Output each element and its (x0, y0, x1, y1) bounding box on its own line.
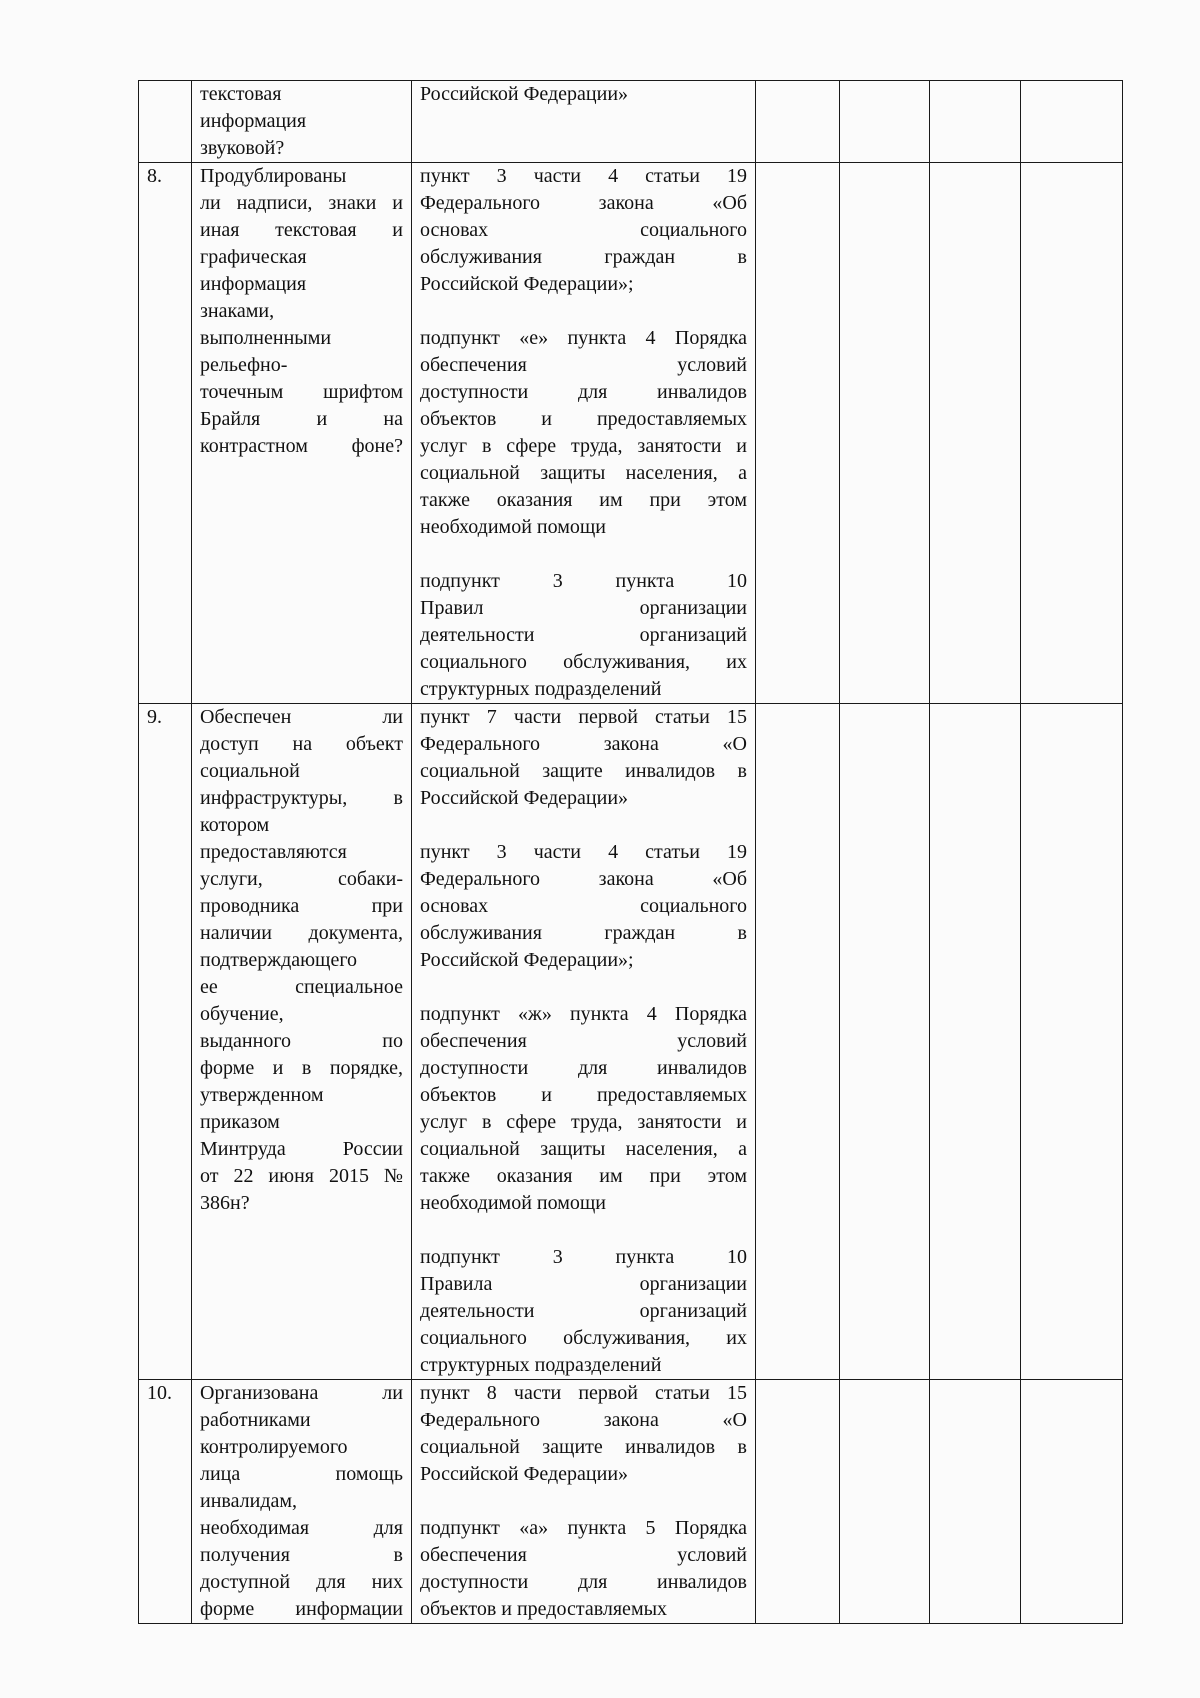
legal-basis-line: объектов и предоставляемых (420, 1084, 747, 1106)
legal-basis-line: социальной защите инвалидов в (420, 760, 747, 782)
legal-basis-line: Российской Федерации» (420, 1463, 629, 1485)
legal-basis-line: обслуживания граждан в (420, 922, 747, 944)
table-row (139, 81, 1123, 163)
question-line: услуги, собаки- (200, 868, 403, 890)
question-line: выполненными (200, 327, 332, 349)
legal-basis-line: социальной защиты населения, а (420, 462, 747, 484)
legal-basis-line: пункт 8 части первой статьи 15 (420, 1382, 747, 1404)
legal-basis-line: подпункт 3 пункта 10 (420, 1246, 747, 1268)
paragraph-gap (420, 541, 747, 568)
question-line: звуковой? (200, 137, 285, 159)
legal-basis-line: Российской Федерации» (420, 787, 629, 809)
answer-cell (840, 704, 930, 1380)
question-line: приказом (200, 1111, 280, 1133)
question-line: необходимая для (200, 1517, 403, 1539)
legal-basis-line: структурных подразделений (420, 1354, 662, 1376)
row-number: 9. (139, 704, 192, 1380)
legal-basis-line: Российской Федерации» (420, 83, 629, 105)
answer-cell (930, 163, 1021, 704)
answer-cell (1021, 704, 1123, 1380)
answer-cell (840, 81, 930, 163)
legal-basis-line: Федерального закона «Об (420, 868, 747, 890)
legal-basis-line: доступности для инвалидов (420, 1057, 747, 1079)
legal-basis-line: деятельности организаций (420, 624, 747, 646)
legal-basis-line: услуг в сфере труда, занятости и (420, 1111, 747, 1133)
legal-basis-line: деятельности организаций (420, 1300, 747, 1322)
question-cell (192, 1380, 412, 1624)
question-line: Минтруда России (200, 1138, 403, 1160)
answer-cell (756, 81, 840, 163)
legal-basis-line: пункт 7 части первой статьи 15 (420, 706, 747, 728)
legal-basis-cell (412, 81, 756, 163)
legal-basis-line: Федерального закона «О (420, 733, 747, 755)
question-line: котором (200, 814, 270, 836)
row-number: 8. (139, 163, 192, 704)
legal-basis-line: подпункт «ж» пункта 4 Порядка (420, 1003, 747, 1025)
checklist-table (138, 80, 1123, 1624)
legal-basis-line: социальной защиты населения, а (420, 1138, 747, 1160)
answer-cell (1021, 81, 1123, 163)
answer-cell (840, 163, 930, 704)
legal-basis-line: структурных подразделений (420, 678, 662, 700)
row-number: 10. (139, 1380, 192, 1624)
answer-cell (756, 704, 840, 1380)
question-line: наличии документа, (200, 922, 403, 944)
legal-basis-line: доступности для инвалидов (420, 381, 747, 403)
paragraph-gap (420, 1217, 747, 1244)
legal-basis-cell (412, 704, 756, 1380)
row-number (139, 81, 192, 163)
question-line: рельефно- (200, 354, 288, 376)
question-line: форме информации (200, 1598, 403, 1620)
question-line: утвержденном (200, 1084, 324, 1106)
paragraph-gap (420, 298, 747, 325)
legal-basis-line: Российской Федерации»; (420, 949, 634, 971)
legal-basis-line: объектов и предоставляемых (420, 1598, 668, 1620)
legal-basis-line: Российской Федерации»; (420, 273, 634, 295)
legal-basis-cell (412, 1380, 756, 1624)
question-line: информация (200, 273, 307, 295)
table-row (139, 704, 1123, 1380)
legal-basis-line: необходимой помощи (420, 516, 606, 538)
question-line: 386н? (200, 1192, 250, 1214)
legal-basis-line: основах социального (420, 895, 747, 917)
question-line: Брайля и на (200, 408, 403, 430)
question-line: предоставляются (200, 841, 347, 863)
question-line: Продублированы (200, 165, 347, 187)
question-line: получения в (200, 1544, 403, 1566)
legal-basis-line: Правила организации (420, 1273, 747, 1295)
legal-basis-cell (412, 163, 756, 704)
question-cell (192, 81, 412, 163)
paragraph-gap (420, 974, 747, 1001)
question-line: точечным шрифтом (200, 381, 403, 403)
answer-cell (756, 1380, 840, 1624)
answer-cell (840, 1380, 930, 1624)
answer-cell (756, 163, 840, 704)
question-line: доступной для них (200, 1571, 403, 1593)
legal-basis-line: основах социального (420, 219, 747, 241)
question-line: инфраструктуры, в (200, 787, 403, 809)
legal-basis-line: Правил организации (420, 597, 747, 619)
question-line: обучение, (200, 1003, 284, 1025)
answer-cell (930, 81, 1021, 163)
legal-basis-line: социальной защите инвалидов в (420, 1436, 747, 1458)
legal-basis-line: Федерального закона «О (420, 1409, 747, 1431)
question-cell (192, 704, 412, 1380)
question-line: контрастном фоне? (200, 435, 403, 457)
legal-basis-line: обеспечения условий (420, 1544, 747, 1566)
legal-basis-line: подпункт «е» пункта 4 Порядка (420, 327, 747, 349)
legal-basis-line: обеспечения условий (420, 1030, 747, 1052)
answer-cell (1021, 163, 1123, 704)
legal-basis-line: Федерального закона «Об (420, 192, 747, 214)
answer-cell (930, 704, 1021, 1380)
paragraph-gap (420, 1488, 747, 1515)
question-line: форме и в порядке, (200, 1057, 403, 1079)
answer-cell (1021, 1380, 1123, 1624)
legal-basis-line: необходимой помощи (420, 1192, 606, 1214)
question-line: ли надписи, знаки и (200, 192, 403, 214)
legal-basis-line: пункт 3 части 4 статьи 19 (420, 841, 747, 863)
answer-cell (930, 1380, 1021, 1624)
question-line: Организована ли (200, 1382, 403, 1404)
legal-basis-line: подпункт «а» пункта 5 Порядка (420, 1517, 747, 1539)
question-line: работниками (200, 1409, 311, 1431)
legal-basis-line: обслуживания граждан в (420, 246, 747, 268)
legal-basis-line: социального обслуживания, их (420, 651, 747, 673)
legal-basis-line: объектов и предоставляемых (420, 408, 747, 430)
table-row (139, 163, 1123, 704)
question-line: выданного по (200, 1030, 403, 1052)
question-line: текстовая (200, 83, 282, 105)
question-line: графическая (200, 246, 307, 268)
question-line: инвалидам, (200, 1490, 298, 1512)
question-line: ее специальное (200, 976, 403, 998)
legal-basis-line: обеспечения условий (420, 354, 747, 376)
question-line: контролируемого (200, 1436, 348, 1458)
legal-basis-line: также оказания им при этом (420, 489, 747, 511)
legal-basis-line: социального обслуживания, их (420, 1327, 747, 1349)
table-row (139, 1380, 1123, 1624)
paragraph-gap (420, 812, 747, 839)
question-cell (192, 163, 412, 704)
question-line: подтверждающего (200, 949, 358, 971)
question-line: знаками, (200, 300, 275, 322)
legal-basis-line: пункт 3 части 4 статьи 19 (420, 165, 747, 187)
legal-basis-line: подпункт 3 пункта 10 (420, 570, 747, 592)
question-line: информация (200, 110, 307, 132)
question-line: лица помощь (200, 1463, 403, 1485)
question-line: от 22 июня 2015 № (200, 1165, 403, 1187)
legal-basis-line: также оказания им при этом (420, 1165, 747, 1187)
question-line: проводника при (200, 895, 403, 917)
question-line: Обеспечен ли (200, 706, 403, 728)
legal-basis-line: доступности для инвалидов (420, 1571, 747, 1593)
legal-basis-line: услуг в сфере труда, занятости и (420, 435, 747, 457)
question-line: доступ на объект (200, 733, 403, 755)
question-line: социальной (200, 760, 300, 782)
question-line: иная текстовая и (200, 219, 403, 241)
